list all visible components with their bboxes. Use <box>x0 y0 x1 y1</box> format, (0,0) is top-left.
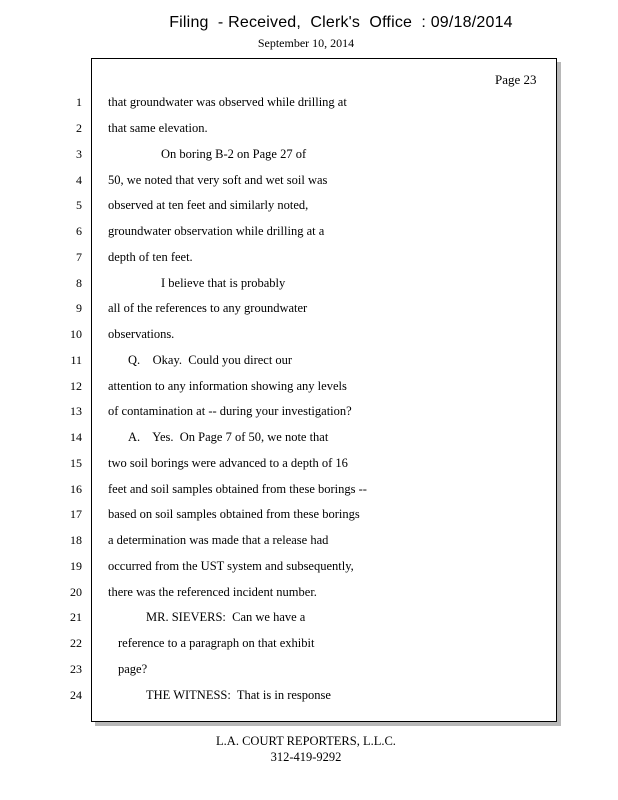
line-text: all of the references to any groundwater <box>108 301 308 315</box>
line-number: 13 <box>70 404 82 418</box>
line-number: 17 <box>70 507 82 521</box>
line-text: of contamination at -- during your investigation? <box>108 404 352 418</box>
line-number: 16 <box>70 482 82 496</box>
line-number: 8 <box>76 276 82 290</box>
line-text: occurred from the UST system and subsequently, <box>108 559 354 573</box>
line-text: that groundwater was observed while drilling at <box>108 95 347 109</box>
line-number: 5 <box>76 198 82 212</box>
line-number: 11 <box>70 353 82 367</box>
court-reporter-name: L.A. COURT REPORTERS, L.L.C. <box>216 734 396 748</box>
line-number: 19 <box>70 559 82 573</box>
line-text: reference to a paragraph on that exhibit <box>118 636 315 650</box>
line-number: 4 <box>76 173 82 187</box>
line-number: 18 <box>70 533 82 547</box>
line-text: there was the referenced incident number. <box>108 585 317 599</box>
line-text: a determination was made that a release had <box>108 533 329 547</box>
line-number: 21 <box>70 610 82 624</box>
line-text: THE WITNESS: That is in response <box>146 688 331 702</box>
line-text: based on soil samples obtained from these borings <box>108 507 360 521</box>
line-text: I believe that is probably <box>161 276 286 290</box>
line-number: 7 <box>76 250 82 264</box>
line-number: 6 <box>76 224 82 238</box>
page-number: Page 23 <box>495 72 537 87</box>
line-text: attention to any information showing any levels <box>108 379 347 393</box>
line-text: On boring B-2 on Page 27 of <box>161 147 307 161</box>
line-text: feet and soil samples obtained from these borings -- <box>108 482 367 496</box>
line-number: 15 <box>70 456 82 470</box>
line-number: 1 <box>76 95 82 109</box>
transcript-date: September 10, 2014 <box>257 36 355 50</box>
line-text: depth of ten feet. <box>108 250 193 264</box>
line-text: MR. SIEVERS: Can we have a <box>146 610 306 624</box>
court-reporter-phone: 312-419-9292 <box>270 750 342 764</box>
line-number: 20 <box>70 585 82 599</box>
line-text: A. Yes. On Page 7 of 50, we note that <box>128 430 329 444</box>
line-number: 22 <box>70 636 82 650</box>
line-text: page? <box>118 662 148 676</box>
line-text: observations. <box>108 327 175 341</box>
line-number: 12 <box>70 379 82 393</box>
line-number: 9 <box>76 301 82 315</box>
line-number: 23 <box>70 662 82 676</box>
filing-stamp: Filing - Received, Clerk's Office : 09/18/2014 <box>169 14 513 31</box>
line-text: 50, we noted that very soft and wet soil was <box>108 173 328 187</box>
line-number: 24 <box>70 688 82 702</box>
line-number: 2 <box>76 121 82 135</box>
line-text: that same elevation. <box>108 121 208 135</box>
line-number: 10 <box>70 327 82 341</box>
line-number: 3 <box>76 147 82 161</box>
line-text: groundwater observation while drilling at a <box>108 224 325 238</box>
line-text: observed at ten feet and similarly noted, <box>108 198 309 212</box>
line-text: two soil borings were advanced to a depth of 16 <box>108 456 348 470</box>
line-text: Q. Okay. Could you direct our <box>128 353 293 367</box>
line-number: 14 <box>70 430 82 444</box>
